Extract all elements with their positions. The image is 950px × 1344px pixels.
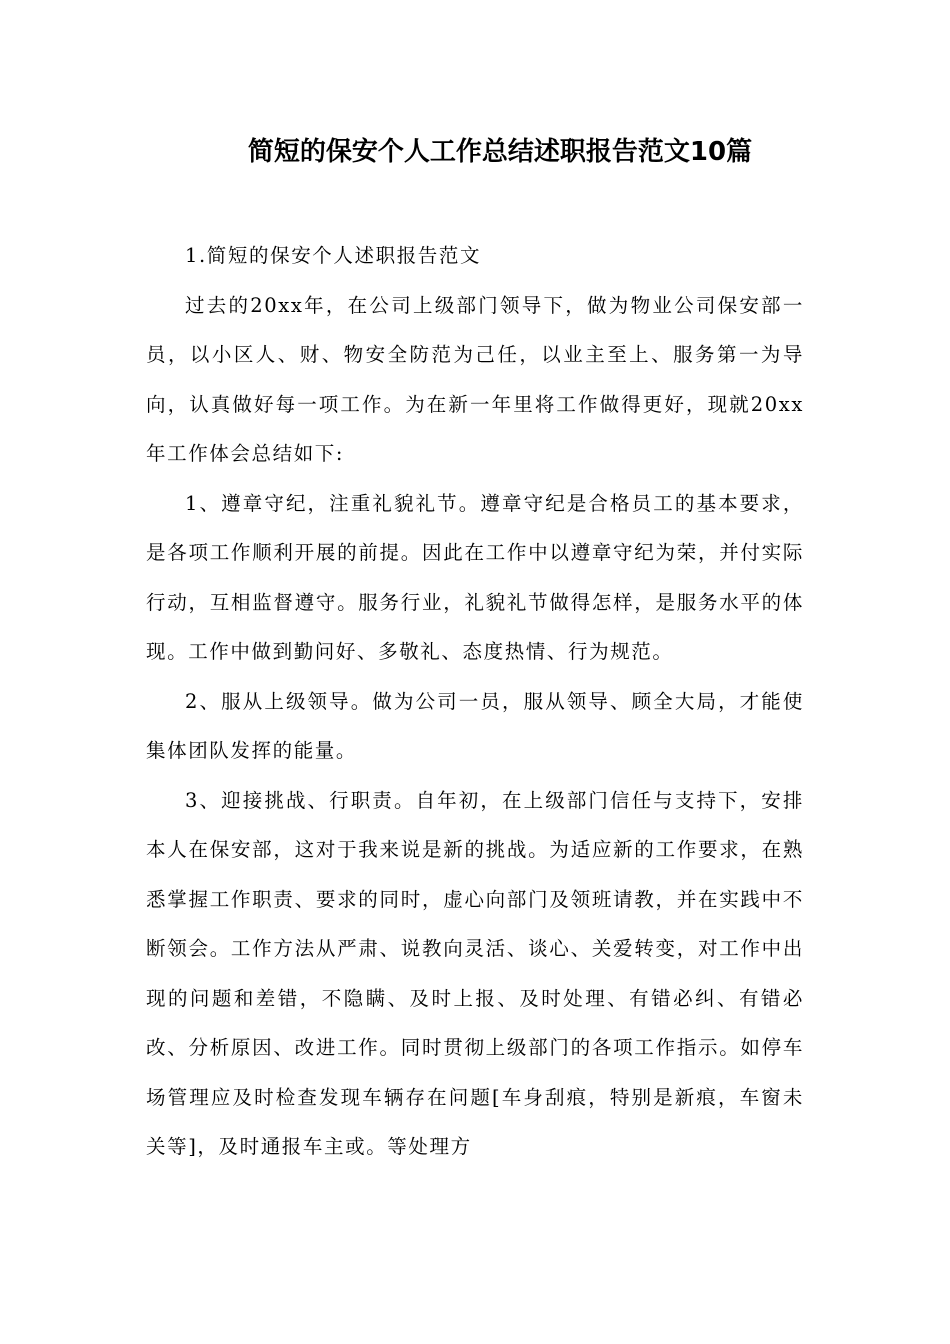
paragraph-point-3: 3、迎接挑战、行职责。自年初，在上级部门信任与支持下，安排本人在保安部，这对于我来说是新的挑战。为适应新的工作要求，在熟悉掌握工作职责、要求的同时，虚心向部门及领班请教，并在实践中不断领会。工作方法从严肃、说教向灵活、谈心、关爱转变，对工作中出现的问题和差错，不隐瞒、及时上报、及时处理、有错必纠、有错必改、分析原因、改进工作。同时贯彻上级部门的各项工作指示。如停车场管理应及时检查发现车辆存在问题[车身刮痕，特别是新痕，车窗未关等]，及时通报车主或。等处理方 xyxy=(146,788,804,1158)
paragraph-point-1: 1、遵章守纪，注重礼貌礼节。遵章守纪是合格员工的基本要求，是各项工作顺利开展的前提。因此在工作中以遵章守纪为荣，并付实际行动，互相监督遵守。服务行业，礼貌礼节做得怎样，是服务水平的体现。工作中做到勤问好、多敬礼、态度热情、行为规范。 xyxy=(146,491,804,663)
section-heading: 1.简短的保安个人述职报告范文 xyxy=(185,244,482,267)
paragraph-point-2: 2、服从上级领导。做为公司一员，服从领导、顾全大局，才能使集体团队发挥的能量。 xyxy=(146,689,804,762)
document-body xyxy=(146,231,804,1172)
paragraph-intro: 过去的20xx年，在公司上级部门领导下，做为物业公司保安部一员，以小区人、财、物安全防范为己任，以业主至上、服务第一为导向，认真做好每一项工作。为在新一年里将工作做得更好，现就20xx年工作体会总结如下: xyxy=(146,293,804,465)
document-title: 简短的保安个人工作总结述职报告范文10篇 xyxy=(247,137,753,167)
